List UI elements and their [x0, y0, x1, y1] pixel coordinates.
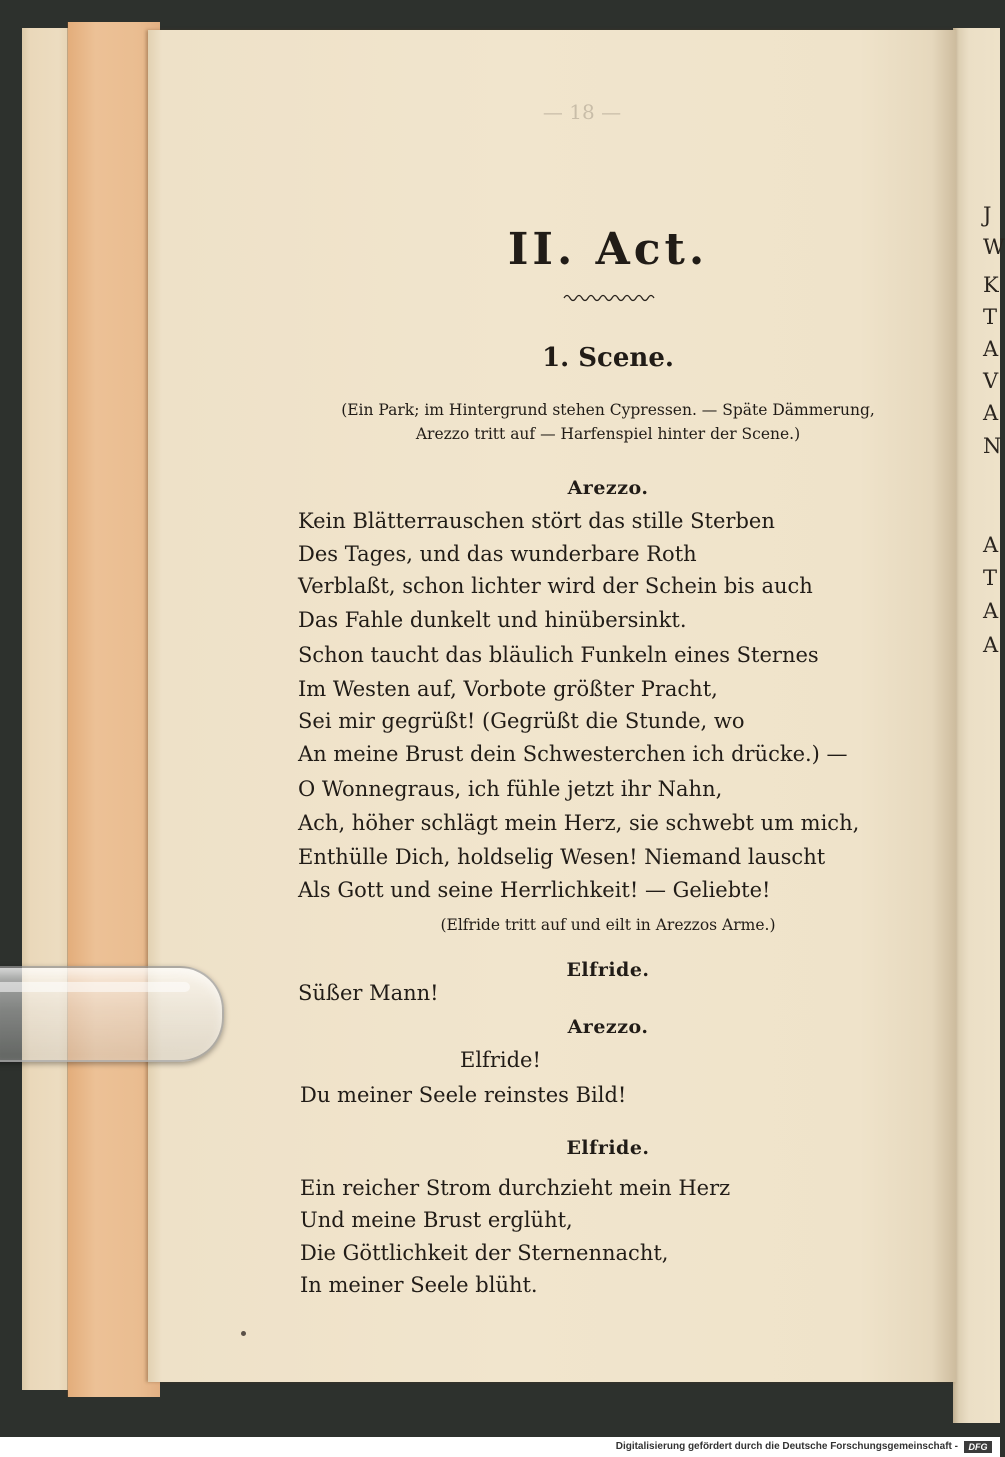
verse-line: Verblaßt, schon lichter wird der Schein bis auch — [298, 574, 813, 598]
verse-line: Als Gott und seine Herrlichkeit! — Geliebte! — [298, 878, 771, 902]
facing-page — [953, 28, 1005, 1423]
verse-line: Ach, höher schlägt mein Herz, sie schwebt um mich, — [298, 811, 860, 835]
verse-line: In meiner Seele blüht. — [300, 1273, 538, 1297]
page-edge-beige — [22, 28, 74, 1390]
verse-line: Das Fahle dunkelt und hinübersinkt. — [298, 608, 687, 632]
verse-line: Die Göttlichkeit der Sternennacht, — [300, 1241, 669, 1265]
verse-line: Ein reicher Strom durchzieht mein Herz — [300, 1176, 731, 1200]
speaker-name: Arezzo. — [567, 477, 649, 499]
verse-line: Schon taucht das bläulich Funkeln eines Sternes — [298, 643, 819, 667]
facing-page-fragment: K — [983, 273, 999, 297]
verse-line: Kein Blätterrauschen stört das stille Sterben — [298, 509, 775, 533]
facing-page-fragment: A — [983, 337, 999, 361]
verse-line: Sei mir gegrüßt! (Gegrüßt die Stunde, wo — [298, 709, 745, 733]
funding-credit: Digitalisierung gefördert durch die Deutsche Forschungsgemeinschaft - — [615, 1441, 958, 1452]
facing-page-fragment: A — [983, 633, 999, 657]
page-edge-stack — [68, 22, 160, 1397]
footer-bar — [0, 1437, 1000, 1457]
verse-line: Du meiner Seele reinstes Bild! — [300, 1083, 627, 1107]
stage-direction: (Ein Park; im Hintergrund stehen Cypressen. — Späte Dämmerung, — [341, 401, 875, 419]
verse-line: Enthülle Dich, holdselig Wesen! Niemand lauscht — [298, 845, 826, 869]
ink-dot — [241, 1331, 246, 1336]
verse-line: Und meine Brust erglüht, — [300, 1208, 573, 1232]
verse-line: Im Westen auf, Vorbote größter Pracht, — [298, 677, 718, 701]
facing-page-fragment: W — [983, 235, 1005, 259]
act-title: II. Act. — [507, 224, 709, 275]
facing-page-fragment: T — [983, 305, 998, 329]
facing-page-fragment: A — [983, 533, 999, 557]
facing-page-fragment: T — [983, 566, 998, 590]
verse-line: Elfride! — [460, 1048, 541, 1072]
verse-line: An meine Brust dein Schwesterchen ich drücke.) — — [298, 742, 848, 766]
verse-line: Des Tages, und das wunderbare Roth — [298, 542, 697, 566]
scene-title: 1. Scene. — [542, 343, 674, 373]
speaker-name: Elfride. — [566, 959, 650, 981]
facing-page-fragment: A — [983, 401, 999, 425]
facing-page-fragment: J — [983, 203, 992, 227]
page-holder-clip — [0, 966, 224, 1062]
dfg-logo-icon: DFG — [964, 1441, 992, 1453]
page-holder-highlight — [0, 982, 190, 992]
facing-page-fragment: V — [983, 369, 999, 393]
facing-page-fragment: A — [983, 599, 999, 623]
page-number: — 18 — — [542, 100, 622, 124]
speaker-name: Arezzo. — [567, 1016, 649, 1038]
speaker-name: Elfride. — [566, 1137, 650, 1159]
verse-line: Süßer Mann! — [298, 981, 439, 1005]
facing-page-fragment: N — [983, 434, 1002, 458]
verse-line: O Wonnegraus, ich fühle jetzt ihr Nahn, — [298, 777, 723, 801]
stage-direction: Arezzo tritt auf — Harfenspiel hinter der Scene.) — [415, 425, 801, 443]
ornament-rule — [563, 292, 657, 304]
stage-direction: (Elfride tritt auf und eilt in Arezzos Arme.) — [440, 916, 776, 934]
